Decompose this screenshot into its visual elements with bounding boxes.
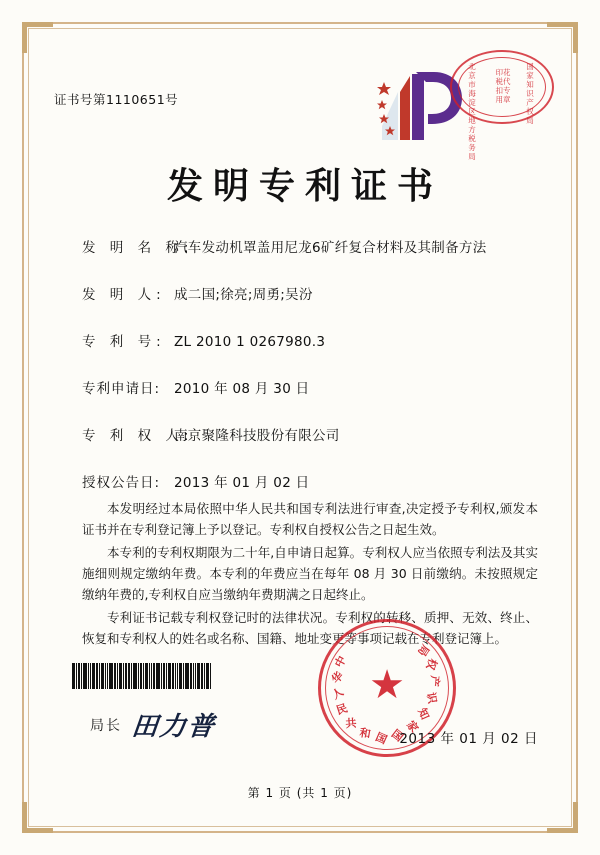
- field-value: ZL 2010 1 0267980.3: [174, 334, 326, 350]
- seal-char: 权: [423, 656, 440, 672]
- seal-char: 和: [358, 726, 372, 741]
- field-inventors: [82, 283, 540, 303]
- field-label: 发 明 人:: [82, 287, 166, 303]
- legal-text-block: [82, 498, 538, 651]
- seal-char: 家: [403, 718, 421, 736]
- seal-char: 华: [329, 669, 347, 687]
- field-label: 专利申请日:: [82, 381, 161, 397]
- field-application-date: [82, 377, 540, 397]
- seal-char: 共: [345, 716, 357, 731]
- field-value: 汽车发动机罩盖用尼龙6矿纤复合材料及其制备方法: [174, 240, 487, 256]
- issue-date: 2013 年 01 月 02 日: [399, 731, 538, 747]
- tax-stamp-text-1: 北京市海淀区地方税务局: [468, 62, 476, 161]
- seal-char: 中: [332, 653, 349, 670]
- legal-paragraph-3: 专利证书记载专利权登记时的法律状况。专利权的转移、质押、无效、终止、恢复和专利权人的姓名或名称、国籍、地址变更等事项记载在专利登记簿上。: [82, 610, 538, 646]
- signature-name: 田力普: [130, 712, 218, 742]
- page-title: 发明专利证书: [166, 165, 443, 207]
- tax-stamp-text-2: 印花税代扣专用章: [495, 68, 511, 104]
- field-label: 授权公告日:: [82, 475, 161, 491]
- field-list: [82, 236, 540, 518]
- seal-char: 识: [424, 691, 439, 705]
- seal-char: 局: [414, 642, 432, 659]
- field-grant-date: [82, 471, 540, 491]
- barcode: [72, 663, 222, 689]
- seal-char: 民: [334, 701, 350, 718]
- field-value: 2013 年 01 月 02 日: [174, 475, 310, 491]
- field-label: 专 利 号:: [82, 334, 166, 350]
- page-footer: 第 1 页 (共 1 页): [247, 786, 353, 800]
- signature-block: [90, 706, 216, 743]
- legal-paragraph-1: 本发明经过本局依照中华人民共和国专利法进行审查,决定授予专利权,颁发本证书并在专利登记簿上予以登记。专利权自授权公告之日起生效。: [82, 501, 538, 537]
- field-label: 发 明 名 称:: [82, 240, 194, 256]
- field-label: 专 利 权 人:: [82, 428, 194, 444]
- field-value: 南京聚隆科技股份有限公司: [174, 428, 340, 444]
- field-patent-number: [82, 330, 540, 350]
- field-value: 成二国;徐亮;周勇;吴汾: [174, 287, 313, 303]
- signature-title-label: 局长: [90, 717, 122, 734]
- seal-char: 国: [388, 727, 406, 745]
- seal-char: 知: [415, 706, 432, 722]
- field-patentee: [82, 424, 540, 444]
- seal-char: 国: [373, 730, 389, 747]
- field-value: 2010 年 08 月 30 日: [174, 381, 310, 397]
- seal-star-icon: ★: [369, 661, 405, 708]
- field-invention-name: [82, 236, 540, 256]
- tax-stamp-seal: [450, 50, 554, 161]
- legal-paragraph-2: 本专利的专利权期限为二十年,自申请日起算。专利权人应当依照专利法及其实施细则规定缴纳年费。本专利的年费应当在每年 08 月 30 日前缴纳。未按照规定缴纳年费的,专利权自应当缴纳年费期满之日起终止。: [82, 545, 538, 602]
- tax-stamp-text-3: 国家知识产权局: [526, 62, 534, 125]
- seal-char: 人: [329, 685, 346, 703]
- certificate-number: 证书号第1110651号: [54, 92, 179, 107]
- seal-char: 产: [427, 674, 442, 688]
